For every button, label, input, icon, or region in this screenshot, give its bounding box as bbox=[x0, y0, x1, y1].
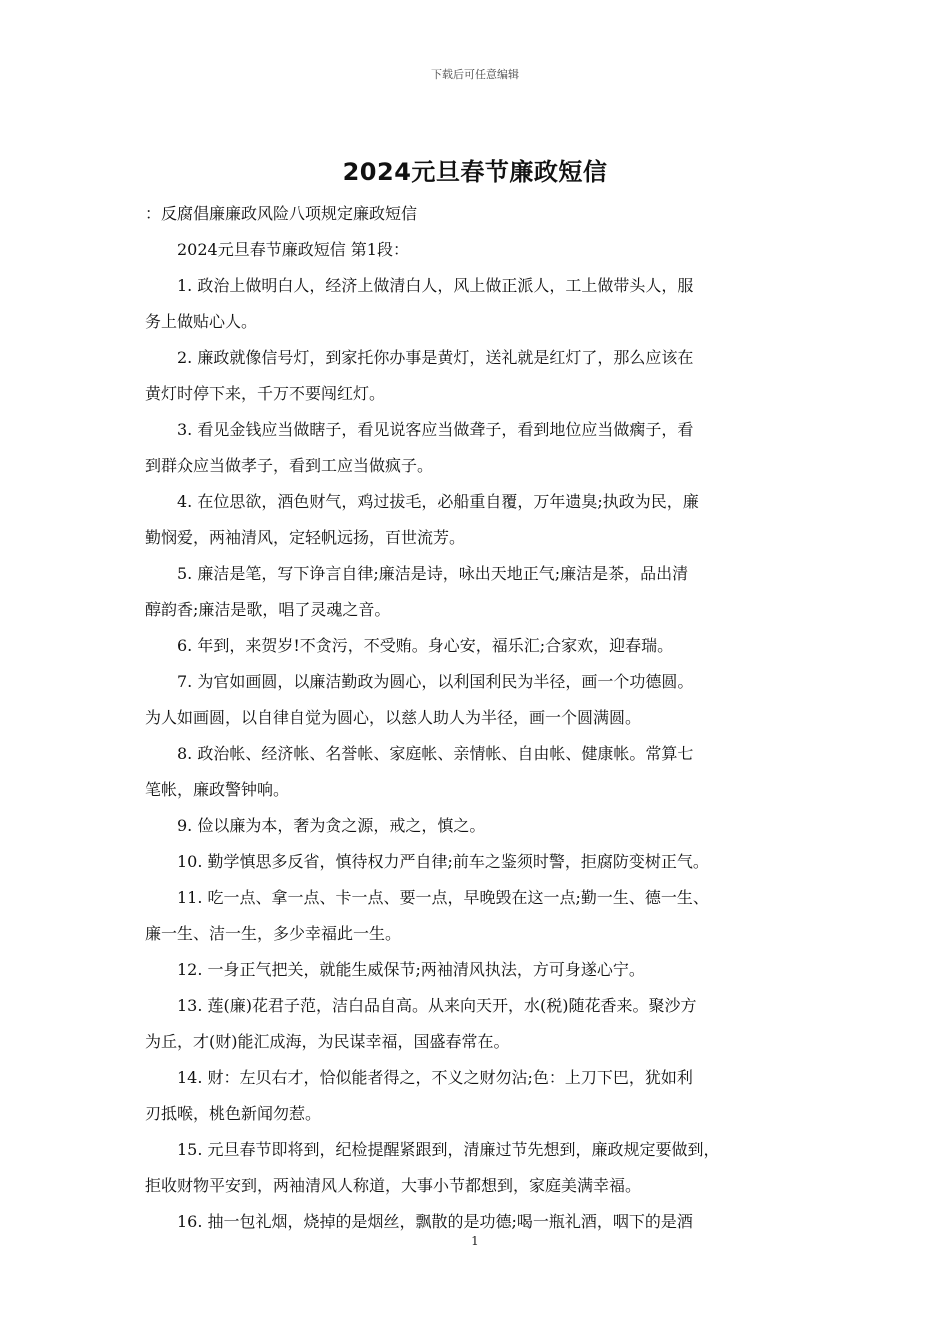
text-line: 4. 在位思欲，酒色财气，鸡过拔毛，必船重自覆，万年遗臭;执政为民，廉 bbox=[177, 492, 699, 511]
text-line: 10. 勤学慎思多反省，慎待权力严自律;前车之鉴须时警，拒腐防变树正气。 bbox=[177, 852, 709, 871]
text-line: 7. 为官如画圆，以廉洁勤政为圆心，以利国利民为半径，画一个功德圆。 bbox=[177, 672, 694, 691]
text-line: 15. 元旦春节即将到，纪检提醒紧跟到，清廉过节先想到，廉政规定要做到， bbox=[177, 1140, 720, 1159]
text-line: 拒收财物平安到，两袖清风人称道，大事小节都想到，家庭美满幸福。 bbox=[145, 1176, 642, 1195]
text-line: 2024元旦春节廉政短信 第1段： bbox=[177, 240, 409, 259]
text-line: ：反腐倡廉廉政风险八项规定廉政短信 bbox=[145, 204, 418, 223]
text-line: 笔帐，廉政警钟响。 bbox=[145, 780, 290, 799]
text-line: 12. 一身正气把关，就能生威保节;两袖清风执法，方可身遂心宁。 bbox=[177, 960, 645, 979]
document-body bbox=[145, 196, 825, 1240]
text-line: 为丘，才(财)能汇成海，为民谋幸福，国盛春常在。 bbox=[145, 1032, 510, 1051]
text-line: 16. 抽一包礼烟，烧掉的是烟丝，飘散的是功德;喝一瓶礼酒，咽下的是酒 bbox=[177, 1212, 693, 1231]
text-line: 黄灯时停下来，千万不要闯红灯。 bbox=[145, 384, 386, 403]
text-line: 5. 廉洁是笔，写下诤言自律;廉洁是诗，咏出天地正气;廉洁是茶，品出清 bbox=[177, 564, 689, 583]
text-line: 1. 政治上做明白人，经济上做清白人，风上做正派人，工上做带头人，服 bbox=[177, 276, 694, 295]
text-line: 13. 莲(廉)花君子范，洁白品自高。从来向天开，水(税)随花香来。聚沙方 bbox=[177, 996, 697, 1015]
text-line: 11. 吃一点、拿一点、卡一点、要一点，早晚毁在这一点;勤一生、德一生、 bbox=[177, 888, 709, 907]
text-line: 到群众应当做孝子，看到工应当做疯子。 bbox=[145, 456, 434, 475]
text-line: 为人如画圆，以自律自觉为圆心，以慈人助人为半径，画一个圆满圆。 bbox=[145, 708, 642, 727]
page-number: 1 bbox=[471, 1234, 479, 1248]
text-line: 9. 俭以廉为本，奢为贪之源，戒之，慎之。 bbox=[177, 816, 486, 835]
text-line: 务上做贴心人。 bbox=[145, 312, 258, 331]
document-title: 2024元旦春节廉政短信 bbox=[342, 158, 608, 186]
text-line: 醇韵香;廉洁是歌，唱了灵魂之音。 bbox=[145, 600, 391, 619]
text-line: 8. 政治帐、经济帐、名誉帐、家庭帐、亲情帐、自由帐、健康帐。常算七 bbox=[177, 744, 694, 763]
text-line: 刃抵喉，桃色新闻勿惹。 bbox=[145, 1104, 322, 1123]
text-line: 14. 财：左贝右才，恰似能者得之，不义之财勿沾;色：上刀下巴，犹如利 bbox=[177, 1068, 693, 1087]
text-line: 6. 年到，来贺岁!不贪污，不受贿。身心安，福乐汇;合家欢，迎春瑞。 bbox=[177, 636, 674, 655]
text-line: 勤悯爱，两袖清风，定轻帆远扬，百世流芳。 bbox=[145, 528, 466, 547]
text-line: 廉一生、洁一生，多少幸福此一生。 bbox=[145, 924, 402, 943]
text-line: 3. 看见金钱应当做瞎子，看见说客应当做聋子，看到地位应当做瘸子，看 bbox=[177, 420, 694, 439]
text-line: 2. 廉政就像信号灯，到家托你办事是黄灯，送礼就是红灯了，那么应该在 bbox=[177, 348, 694, 367]
header-note: 下载后可任意编辑 bbox=[431, 68, 519, 81]
